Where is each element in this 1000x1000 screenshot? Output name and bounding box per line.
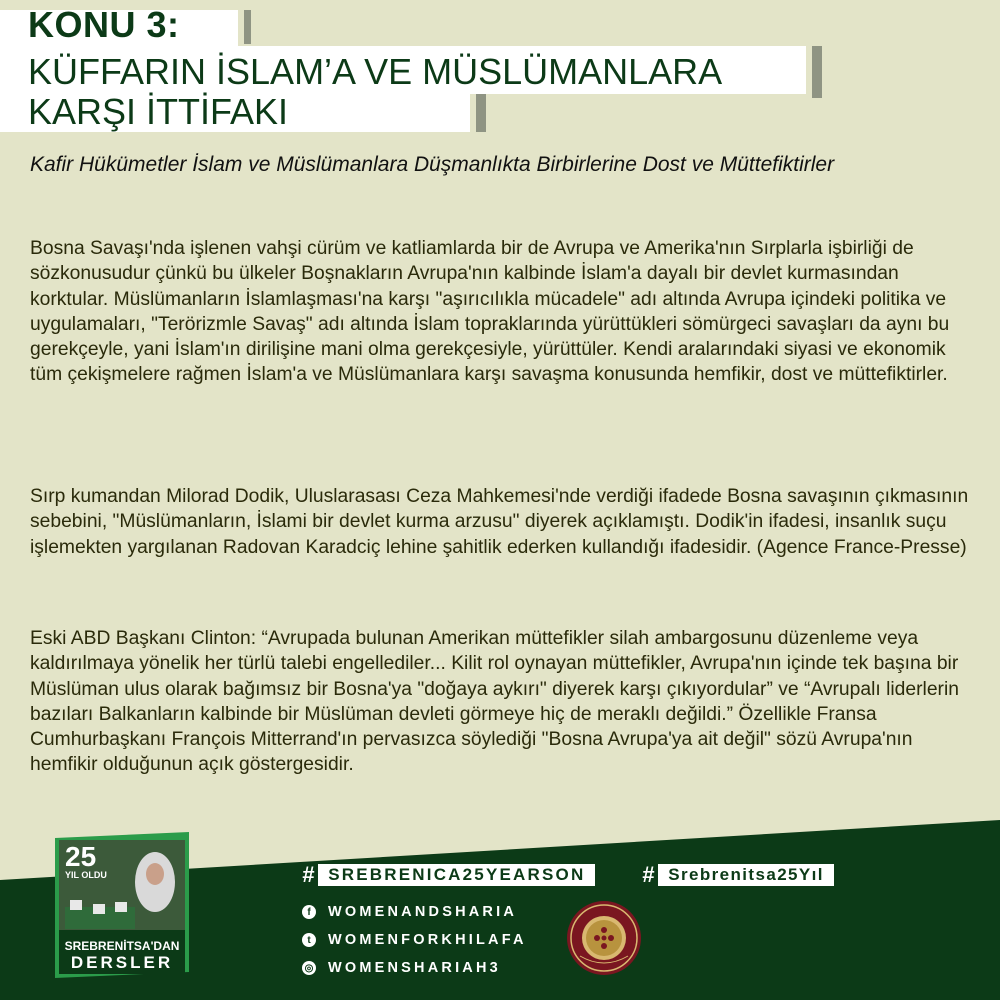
hashtag-2[interactable] [642, 863, 834, 887]
hashtag-1[interactable] [302, 863, 595, 887]
hash-symbol: # [302, 862, 315, 887]
page-title-line-2: KARŞI İTTİFAKI [28, 91, 289, 132]
paragraph-1: Bosna Savaşı'nda işlenen vahşi cürüm ve katliamlarda bir de Avrupa ve Amerika'nın Sırplarla işbirliği de sözkonusudur çünkü bu ülkeler Boşnakların Avrupa'nın kalbinde İslam'a dayalı bir devlet kurmasından korktular. Müslümanların İslamlaşması'na karşı "aşırıcılıkla mücadele" adı altında Avrupa içindeki politika ve uygulamaları, "Terörizmle Savaş" adı altında İslam topraklarında yürüttükleri sömürgeci savaşları da aynı bu gerekçeyle, yani İslam'ın dirilişine mani olma gerekçesiyle, yürüttüler. Kendi aralarındaki siyasi ve ekonomik tüm çekişmelere rağmen İslam'a ve Müslümanlara karşı savaşma konusunda hemfikir, dost ve müttefiktirler. [30, 238, 950, 386]
badge-years-label: YIL OLDU [65, 870, 107, 880]
twitter-handle: WOMENFORKHILAFA [328, 932, 527, 948]
hashtag-1-label: SREBRENICA25YEARSON [318, 864, 595, 886]
social-facebook[interactable] [302, 904, 517, 920]
badge-title-line-2: DERSLER [70, 953, 174, 972]
women-and-sharia-seal-logo [566, 900, 642, 976]
hash-symbol: # [642, 862, 655, 887]
hashtag-2-label: Srebrenitsa25Yıl [658, 864, 834, 886]
instagram-icon: ◎ [302, 961, 316, 975]
twitter-icon: t [302, 933, 316, 947]
social-twitter[interactable] [302, 932, 527, 948]
badge-title-line-1: SREBRENİTSA'DAN [64, 939, 180, 953]
social-instagram[interactable] [302, 960, 501, 976]
facebook-icon: f [302, 905, 316, 919]
instagram-handle: WOMENSHARIAH3 [328, 960, 501, 976]
topic-label: KONU 3: [28, 4, 180, 45]
subtitle: Kafir Hükümetler İslam ve Müslümanlara Düşmanlıkta Birbirlerine Dost ve Müttefiktirler [30, 153, 835, 176]
page-title-line-1: KÜFFARIN İSLAM’A VE MÜSLÜMANLARA [28, 51, 723, 92]
badge-number: 25 [65, 841, 97, 872]
paragraph-3: Eski ABD Başkanı Clinton: “Avrupada bulunan Amerikan müttefikler silah ambargosunu düzenleme veya kaldırılmaya yönelik her türlü talebi engellediler... Kilit rol oynayan müttefikler, Avrupa'nın içinde tek başına bir Müslüman ulus olarak bağımsız bir Bosna'ya "doğaya aykırı" diyerek karşı çıkıyordular” ve “Avrupalı liderlerin bazıları Balkanların kalbinde bir Müslüman devleti görmeye hiç de meraklı değildi.” Özellikle Fransa Cumhurbaşkanı François Mitterrand'ın pervasızca söylediği "Bosna Avrupa'ya ait değil" sözü Avrupa'nın hemfikir olduğunun açık göstergesidir. [30, 628, 959, 776]
paragraph-2: Sırp kumandan Milorad Dodik, Uluslarasası Ceza Mahkemesi'nde verdiği ifadede Bosna savaşının çıkmasının sebebini, "Müslümanların, İslami bir devlet kurma arzusu" diyerek açıklamıştı. Dodik'in ifadesi, insanlık suçu işlemekten yargılanan Radovan Karadciç lehine şahitlik ederken kullandığı ifadesidir. (Agence France-Presse) [30, 486, 969, 558]
facebook-handle: WOMENANDSHARIA [328, 904, 517, 920]
srebrenica-badge [55, 832, 189, 978]
